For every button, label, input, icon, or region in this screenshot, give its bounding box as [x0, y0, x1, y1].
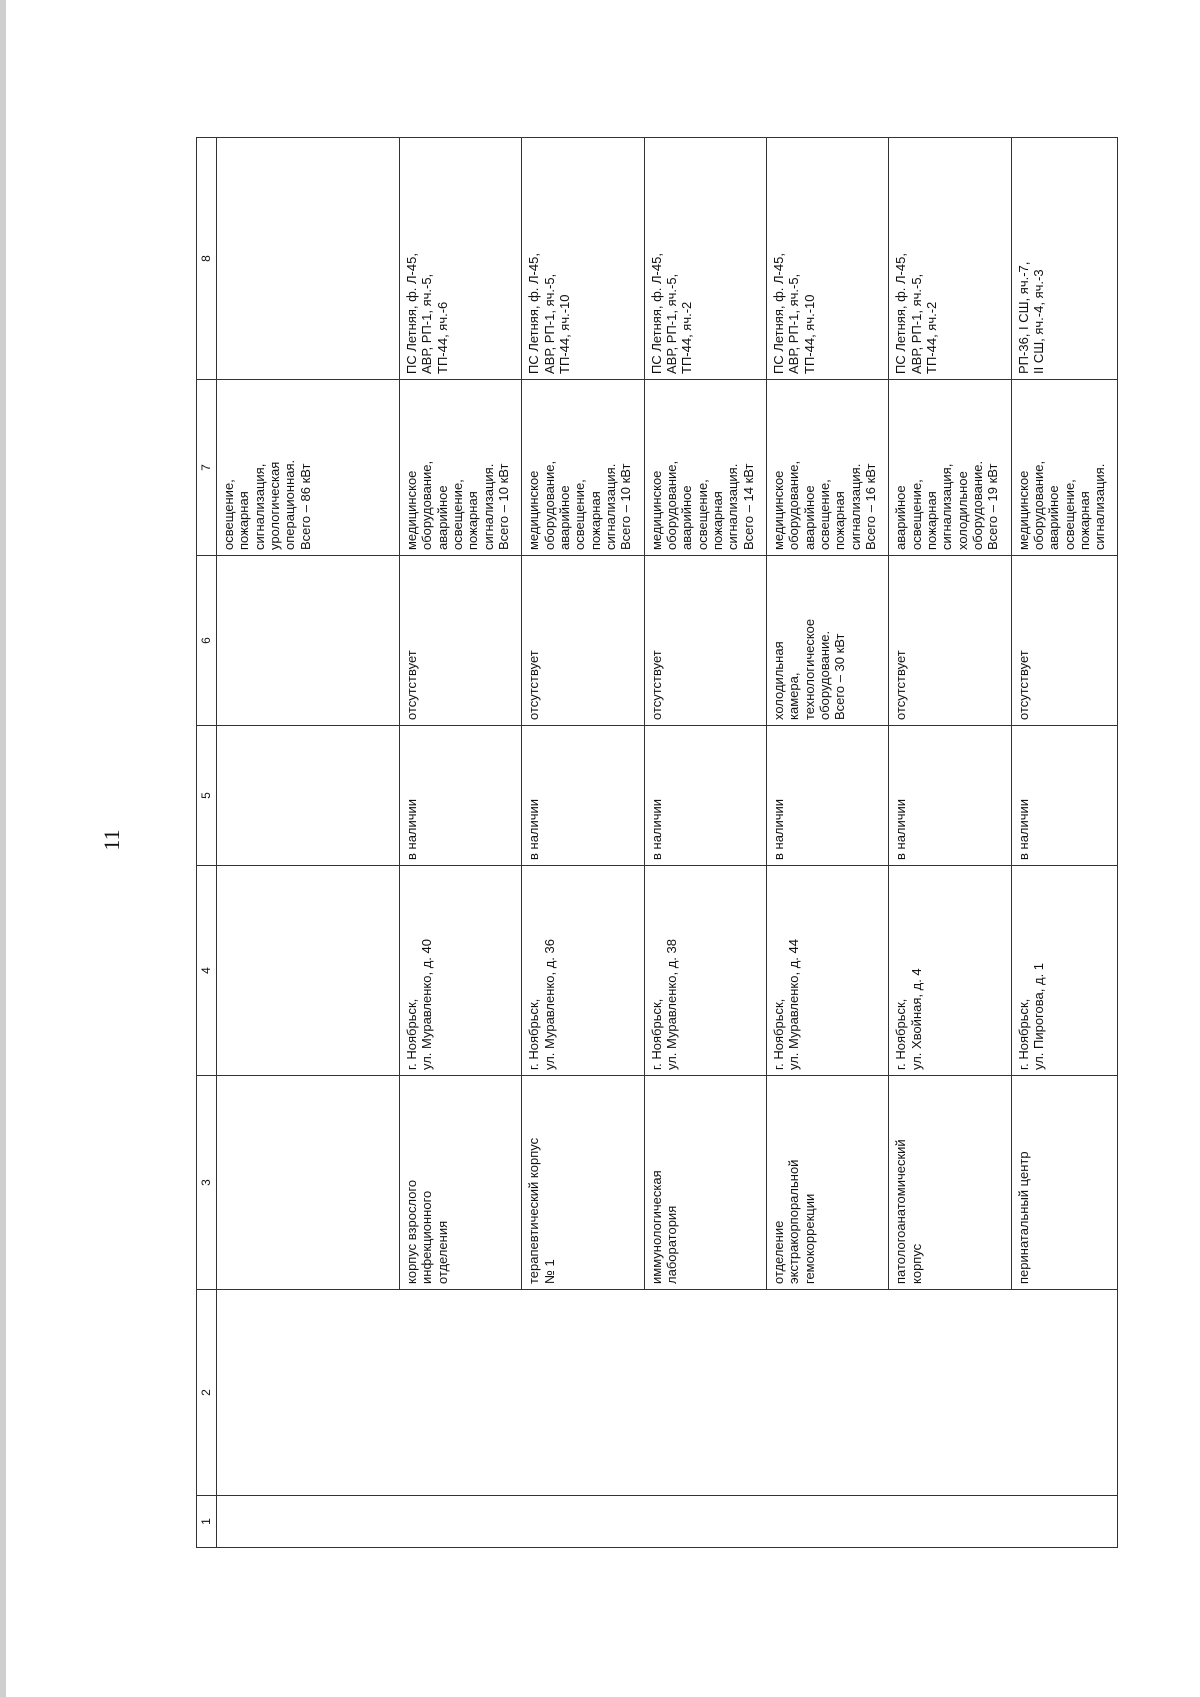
cell-power-source: ПС Летняя, ф. Л-45, АВР, РП-1, яч.-5, ТП-44, яч.-2: [889, 138, 1011, 380]
cell-backup-equipment: медицинское оборудование, аварийное освещение, пожарная сигнализация. Всего – 14 кВт: [644, 380, 766, 556]
cell-address: г. Ноябрьск, ул. Пирогова, д. 1: [1011, 866, 1117, 1076]
header-col-3: 3: [197, 1076, 217, 1290]
cell-backup-equipment: медицинское оборудование, аварийное освещение, пожарная сигнализация.: [1011, 380, 1117, 556]
cell-organization: [217, 1290, 1118, 1496]
cell-building-name: корпус взрослого инфекционного отделения: [400, 1076, 522, 1290]
cell-power-source: ПС Летняя, ф. Л-45, АВР, РП-1, яч.-5, ТП-44, яч.-2: [644, 138, 766, 380]
cell-reserve-source: в наличии: [1011, 726, 1117, 866]
cell-mains-equipment: отсутствует: [644, 556, 766, 726]
cell-backup-equipment: медицинское оборудование, аварийное освещение, пожарная сигнализация. Всего – 10 кВт: [400, 380, 522, 556]
header-col-8: 8: [197, 138, 217, 380]
cell-reserve-source: в наличии: [522, 726, 644, 866]
cell-reserve-source: [217, 726, 400, 866]
cell-reserve-source: в наличии: [644, 726, 766, 866]
cell-power-source: ПС Летняя, ф. Л-45, АВР, РП-1, яч.-5, ТП-44, яч.-6: [400, 138, 522, 380]
cell-building-name: перинатальный центр: [1011, 1076, 1117, 1290]
cell-building-name: терапевтический корпус № 1: [522, 1076, 644, 1290]
header-col-2: 2: [197, 1290, 217, 1496]
cell-building-name: отделение экстракорпоральной гемокоррекции: [767, 1076, 889, 1290]
cell-reserve-source: в наличии: [400, 726, 522, 866]
cell-backup-equipment: медицинское оборудование, аварийное освещение, пожарная сигнализация. Всего – 10 кВт: [522, 380, 644, 556]
cell-power-source: [217, 138, 400, 380]
cell-number: [217, 1496, 1118, 1548]
cell-mains-equipment: отсутствует: [889, 556, 1011, 726]
cell-address: г. Ноябрьск, ул. Муравленко, д. 40: [400, 866, 522, 1076]
cell-reserve-source: в наличии: [767, 726, 889, 866]
header-col-6: 6: [197, 556, 217, 726]
scan-left-edge: [0, 0, 6, 1697]
header-col-1: 1: [197, 1496, 217, 1548]
cell-address: г. Ноябрьск, ул. Муравленко, д. 44: [767, 866, 889, 1076]
cell-mains-equipment: холодильная камера, технологическое оборудование. Всего – 30 кВт: [767, 556, 889, 726]
equipment-table: [196, 137, 1118, 1548]
cell-power-source: ПС Летняя, ф. Л-45, АВР, РП-1, яч.-5, ТП-44, яч.-10: [522, 138, 644, 380]
page-number: 11: [99, 829, 124, 851]
cell-reserve-source: в наличии: [889, 726, 1011, 866]
cell-mains-equipment: отсутствует: [1011, 556, 1117, 726]
rotated-table-container: [196, 138, 1118, 1548]
header-col-5: 5: [197, 726, 217, 866]
cell-mains-equipment: [217, 556, 400, 726]
cell-address: [217, 866, 400, 1076]
cell-backup-equipment: аварийное освещение, пожарная сигнализация, холодильное оборудование. Всего – 19 кВт: [889, 380, 1011, 556]
cell-backup-equipment: освещение, пожарная сигнализация, урологическая операционная. Всего – 86 кВт: [217, 380, 400, 556]
table-row: [217, 138, 400, 1548]
cell-address: г. Ноябрьск, ул. Муравленко, д. 38: [644, 866, 766, 1076]
header-col-4: 4: [197, 866, 217, 1076]
cell-power-source: РП-36, I СШ, яч.-7, II СШ, яч.-4, яч.-3: [1011, 138, 1117, 380]
cell-backup-equipment: медицинское оборудование, аварийное освещение, пожарная сигнализация. Всего – 16 кВт: [767, 380, 889, 556]
cell-address: г. Ноябрьск, ул. Хвойная, д. 4: [889, 866, 1011, 1076]
cell-mains-equipment: отсутствует: [522, 556, 644, 726]
table-header-row: [197, 138, 217, 1548]
cell-building-name: патологоанатомический корпус: [889, 1076, 1011, 1290]
cell-building-name: иммунологическая лаборатория: [644, 1076, 766, 1290]
cell-mains-equipment: отсутствует: [400, 556, 522, 726]
cell-building-name: [217, 1076, 400, 1290]
header-col-7: 7: [197, 380, 217, 556]
cell-power-source: ПС Летняя, ф. Л-45, АВР, РП-1, яч.-5, ТП-44, яч.-10: [767, 138, 889, 380]
cell-address: г. Ноябрьск, ул. Муравленко, д. 36: [522, 866, 644, 1076]
